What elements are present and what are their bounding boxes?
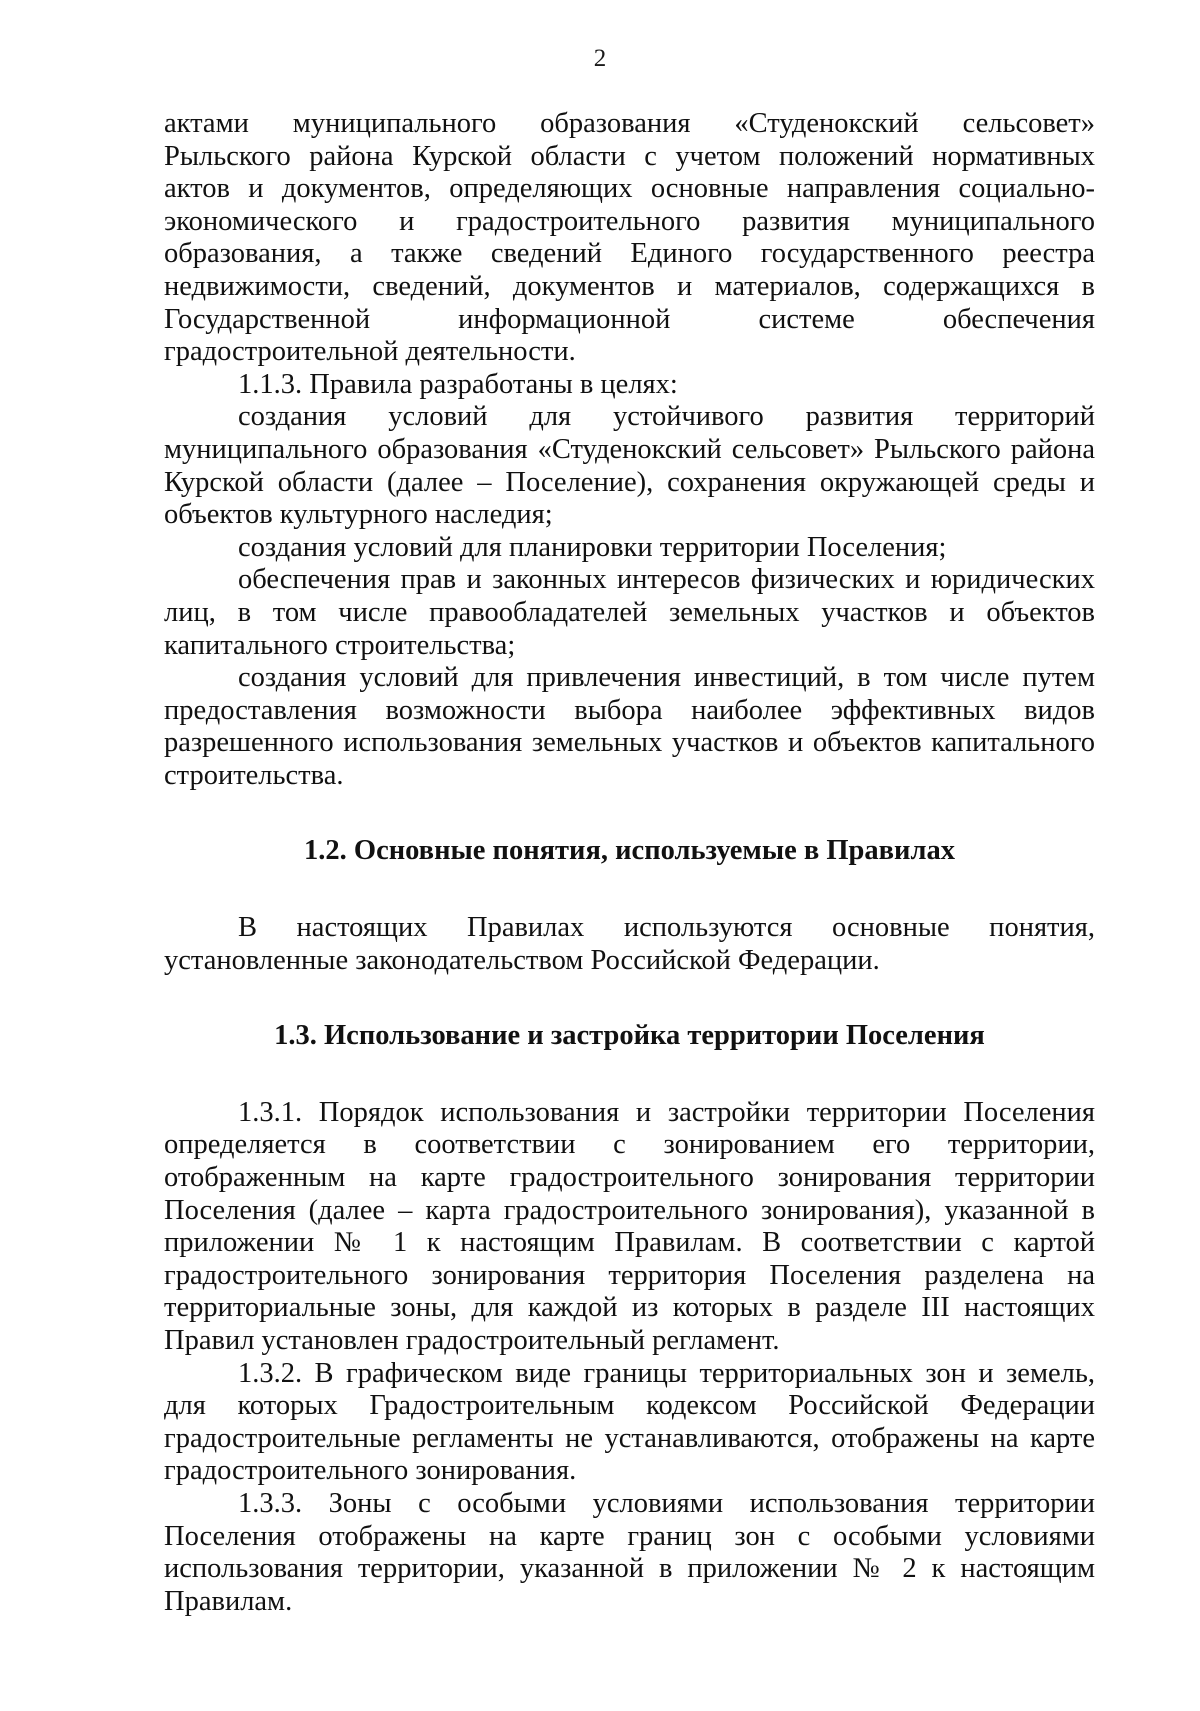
text-line: создания условий для устойчивого развития территорий xyxy=(238,401,1095,433)
text-line: установленные законодательством Российской Федерации. xyxy=(164,944,880,976)
paragraph-goal-rights xyxy=(164,564,1095,662)
text-line: градостроительного зонирования. xyxy=(164,1455,577,1487)
paragraph-goal-investment xyxy=(164,662,1095,792)
text-line: отображенным на карте градостроительного зонирования территории xyxy=(164,1162,1095,1194)
text-line: приложении № 1 к настоящим Правилам. В соответствии с картой xyxy=(164,1227,1095,1259)
text-line: градостроительные регламенты не устанавливаются, отображены на карте xyxy=(164,1422,1095,1454)
text-line: образования, а также сведений Единого государственного реестра xyxy=(164,238,1095,270)
text-line: лиц, в том числе правообладателей земельных участков и объектов xyxy=(164,596,1095,628)
text-line: недвижимости, сведений, документов и материалов, содержащихся в xyxy=(164,270,1095,302)
text-line: Поселения отображены на карте границ зон с особыми условиями xyxy=(164,1520,1095,1552)
text-line: предоставления возможности выбора наиболее эффективных видов xyxy=(164,694,1095,726)
page-number: 2 xyxy=(593,45,607,72)
paragraph-1-3-1 xyxy=(164,1097,1095,1358)
document-body xyxy=(164,108,1095,1618)
spacer xyxy=(164,792,1095,835)
text-line: экономического и градостроительного развития муниципального xyxy=(164,205,1095,237)
paragraph-goal-development xyxy=(164,401,1095,531)
text-line: актами муниципального образования «Студенокский сельсовет» xyxy=(164,108,1095,139)
text-line: Курской области (далее – Поселение), сохранения окружающей среды и xyxy=(164,466,1095,498)
spacer xyxy=(164,977,1095,1020)
spacer xyxy=(164,868,1095,912)
text-line: строительства. xyxy=(164,759,344,791)
text-line: Государственной информационной системе обеспечения xyxy=(164,303,1095,335)
text-line: градостроительного зонирования территория Поселения разделена на xyxy=(164,1259,1095,1291)
paragraph-1-2-body xyxy=(164,912,1095,977)
text-line: 1.3.1. Порядок использования и застройки территории Поселения xyxy=(238,1096,1095,1128)
spacer xyxy=(164,1053,1095,1097)
text-line: капитального строительства; xyxy=(164,629,516,661)
text-line: Правил установлен градостроительный регламент. xyxy=(164,1325,780,1356)
text-line: создания условий для привлечения инвестиций, в том числе путем xyxy=(238,662,1095,694)
text-line: 1.3.3. Зоны с особыми условиями использования территории xyxy=(238,1487,1095,1519)
paragraph-1-1-3 xyxy=(164,369,1095,402)
text-line: определяется в соответствии с зонированием его территории, xyxy=(164,1129,1095,1161)
text-line: градостроительной деятельности. xyxy=(164,336,576,368)
text-line: создания условий для планировки территории Поселения; xyxy=(238,531,947,563)
paragraph-1-3-3 xyxy=(164,1488,1095,1618)
section-heading-1-3: 1.3. Использование и застройка территории Поселения xyxy=(274,1020,985,1052)
paragraph-1-3-2 xyxy=(164,1358,1095,1488)
text-line: Поселения (далее – карта градостроительного зонирования), указанной в xyxy=(164,1194,1095,1226)
text-line: территориальные зоны, для каждой из которых в разделе III настоящих xyxy=(164,1292,1095,1324)
text-line: Рыльского района Курской области с учетом положений нормативных xyxy=(164,140,1095,172)
text-line: разрешенного использования земельных участков и объектов капитального xyxy=(164,727,1095,759)
text-line: В настоящих Правилах используются основные понятия, xyxy=(238,912,1095,944)
text-line: использования территории, указанной в приложении № 2 к настоящим xyxy=(164,1553,1095,1585)
text-line: 1.3.2. В графическом виде границы территориальных зон и земель, xyxy=(238,1357,1095,1389)
text-line: Правилам. xyxy=(164,1585,293,1617)
paragraph-goal-planning xyxy=(164,532,1095,565)
text-line: объектов культурного наследия; xyxy=(164,499,553,531)
text-line: для которых Градостроительным кодексом Российской Федерации xyxy=(164,1390,1095,1422)
section-heading-1-2: 1.2. Основные понятия, используемые в Правилах xyxy=(304,835,955,867)
text-line: муниципального образования «Студенокский сельсовет» Рыльского района xyxy=(164,433,1095,465)
paragraph-intro-continuation xyxy=(164,108,1095,369)
text-line: актов и документов, определяющих основные направления социально- xyxy=(164,173,1095,205)
text-line: 1.1.3. Правила разработаны в целях: xyxy=(238,368,678,400)
text-line: обеспечения прав и законных интересов физических и юридических xyxy=(238,564,1095,596)
